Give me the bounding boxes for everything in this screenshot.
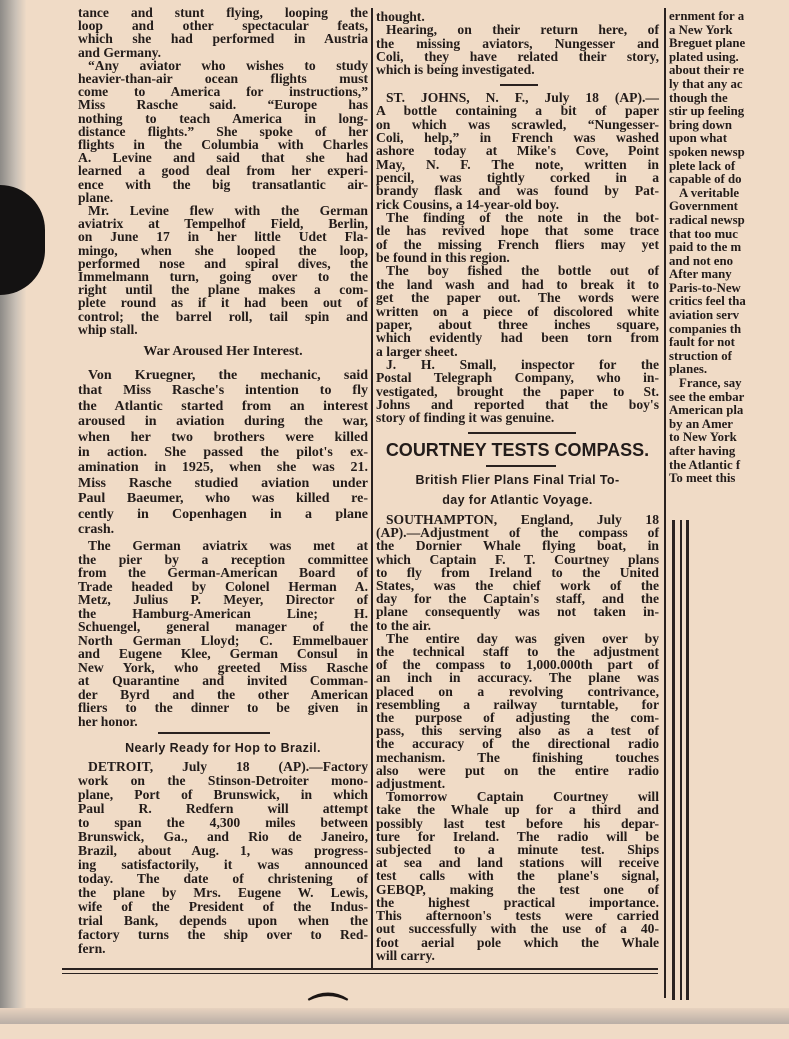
column-rule — [672, 520, 675, 1000]
text-line: radical newsp — [669, 212, 745, 227]
text-line: crash. — [78, 522, 115, 538]
text-line: heavier-than-air ocean flights must — [78, 71, 368, 87]
text-line: Tomorrow Captain Courtney will — [386, 789, 659, 805]
text-line: control; the barrel roll, tail spin and — [78, 308, 368, 324]
scan-left-edge — [0, 0, 26, 1024]
text-line: the Dornier Whale flying boat, in — [376, 538, 659, 554]
text-line: France, say — [679, 376, 742, 391]
article-southampton — [376, 513, 659, 962]
text-line: Miss Rasche said. “Europe has — [78, 97, 368, 113]
text-line: spoken newsp — [669, 144, 745, 159]
text-line: wife of the President of the Indus- — [78, 899, 368, 914]
text-line: at sea and land stations will receive — [376, 855, 659, 871]
text-line: plete lack of — [669, 158, 736, 173]
text-line: plane. — [78, 189, 114, 205]
text-line: on which was scrawled, “Nungesser- — [376, 116, 659, 132]
text-line: of the missing French fliers may yet — [376, 236, 659, 252]
text-line: Immelmann turn, going over to the — [78, 269, 368, 285]
divider — [468, 432, 576, 434]
text-line: Johns and reported that the boy's — [376, 396, 659, 412]
text-line: ernment for a — [669, 9, 745, 23]
text-line: Schuengel, general manager of the — [78, 619, 368, 634]
text-line: mechanism. The finishing touches — [376, 749, 659, 765]
text-line: A veritable — [679, 185, 740, 200]
text-line: Breguet plane — [669, 36, 746, 51]
text-line: which evidently had been torn from — [376, 330, 659, 346]
divider — [500, 84, 538, 86]
text-line: tle has revived hope that some trace — [376, 223, 659, 239]
subheadline-line-2: day for Atlantic Voyage. — [442, 493, 593, 507]
text-line: ing satisfactorily, it was announced — [78, 857, 368, 872]
text-line: This afternoon's tests were carried — [376, 908, 659, 924]
text-line: resembling a railway turntable, for — [376, 696, 659, 712]
text-line: the technical staff to the adjustment — [376, 644, 659, 660]
article-rasche-continued — [78, 6, 368, 336]
text-line: written on a piece of discolored white — [376, 303, 659, 319]
text-line: loop and other spectacular feats, — [78, 18, 368, 34]
text-line: nothing to teach America in long- — [78, 110, 368, 126]
text-line: Paul R. Redfern will attempt — [78, 801, 368, 816]
text-line: after having — [669, 444, 736, 458]
text-line: in action. She passed the pilot's ex- — [78, 445, 368, 461]
text-line: story of finding it was genuine. — [376, 410, 555, 426]
text-line: New York, who greeted Miss Rasche — [78, 659, 368, 675]
text-line: fliers to the dinner to be given in — [78, 700, 368, 715]
text-line: which she had performed in Austria — [78, 31, 368, 47]
text-line: Miss Rasche studied aviation under — [78, 475, 368, 491]
text-line: capable of do — [669, 172, 742, 187]
text-line: pass, this serving also as a test of — [376, 723, 659, 739]
text-line: subjected to a minute test. Ships — [376, 842, 659, 858]
subheading-war-aroused: War Aroused Her Interest. — [143, 344, 303, 359]
text-line: right until the plane makes a com- — [78, 282, 368, 298]
text-line: performed nose and spiral dives, the — [78, 255, 368, 271]
text-line: paper, about three inches square, — [376, 316, 659, 332]
text-line: (AP).—Adjustment of the compass of — [376, 525, 659, 541]
text-line: North German Lloyd; C. Emmelbauer — [78, 632, 368, 648]
text-line: fault for not — [669, 335, 735, 350]
text-line: mingo, when she looped the loop, — [78, 242, 368, 258]
text-line: ence with the big transatlantic air- — [78, 176, 368, 192]
text-line: rick Cousins, a 14-year-old boy. — [376, 196, 560, 212]
article-france-fragment — [669, 10, 781, 486]
text-line: will carry. — [376, 947, 435, 963]
text-line: foot aerial pole which the Whale — [376, 934, 659, 950]
text-line: the plane by Mrs. Eugene W. Lewis, — [78, 885, 368, 900]
text-line: flights in the Columbia with Charles — [78, 137, 368, 153]
text-line: learned a good deal from her experi- — [78, 163, 368, 179]
text-line: on June 17 in her little Udet Fla- — [78, 229, 368, 245]
text-line: paid to the m — [669, 240, 742, 255]
text-line: the Hamburg-American Line; H. — [78, 605, 368, 621]
punch-hole — [0, 185, 45, 295]
column-rule — [371, 8, 373, 968]
text-line: which Captain F. T. Courtney plans — [376, 551, 659, 567]
text-line: A bottle containing a bit of paper — [376, 103, 659, 119]
article-nungesser-continued — [376, 10, 659, 76]
paragraph-reception — [78, 539, 368, 728]
text-line: get the paper out. The words were — [376, 290, 659, 306]
text-line: aviation serv — [669, 308, 740, 323]
text-line: though the — [669, 90, 728, 105]
text-line: Paris-to-New — [669, 280, 741, 295]
text-line: which is being investigated. — [376, 62, 535, 78]
text-line: the accuracy of the directional radio — [376, 736, 659, 752]
text-line: cently in Copenhagen in a plane — [78, 506, 368, 522]
text-line: from the German-American Board of — [78, 565, 368, 580]
divider — [158, 732, 270, 734]
scan-bottom-edge — [0, 1008, 789, 1024]
subheadline-line-1: British Flier Plans Final Trial To- — [415, 473, 620, 487]
text-line: to New York — [669, 430, 737, 445]
column-3 — [669, 0, 781, 500]
text-line: The finding of the note in the bot- — [386, 210, 659, 226]
text-line: placed on a revolving contrivance, — [376, 683, 659, 699]
text-line: to span the 4,300 miles between — [78, 815, 368, 830]
text-line: Coli, help,” in French was washed — [376, 130, 659, 146]
text-line: plane consequently was not taken in- — [376, 604, 659, 620]
text-line: After many — [669, 267, 732, 282]
article-redfern — [78, 760, 368, 956]
text-line: at Quarantine and invited Comman- — [78, 673, 368, 688]
text-line: plete round as if it had been out of — [78, 295, 368, 311]
double-rule — [62, 968, 658, 970]
text-line: ture for Ireland. The radio will be — [376, 828, 659, 844]
text-line: Brazil, about Aug. 1, was progress- — [78, 843, 368, 858]
text-line: distance flights.” She spoke of her — [78, 123, 368, 139]
text-line: about their re — [669, 63, 744, 78]
text-line: that Miss Rasche's intention to fly — [78, 383, 368, 399]
text-line: come to America for instructions,” — [78, 84, 368, 100]
text-line: critics feel tha — [669, 294, 746, 309]
text-line: take the Whale up for a third and — [376, 802, 659, 818]
column-1 — [78, 0, 368, 1000]
text-line: der Byrd and the other American — [78, 686, 368, 702]
text-line: and not eno — [669, 253, 734, 268]
ink-mark: ⌒ — [308, 991, 348, 1036]
text-line: tance and stunt flying, looping the — [78, 5, 368, 20]
text-line: companies th — [669, 321, 742, 336]
text-line: work on the Stinson-Detroiter mono- — [78, 773, 368, 788]
text-line: pencil, was tightly corked in a — [376, 170, 659, 186]
divider — [486, 465, 556, 467]
text-line: also were put on the entire radio — [376, 762, 659, 778]
headline-courtney: COURTNEY TESTS COMPASS. — [385, 440, 650, 460]
text-line: Government — [669, 199, 738, 214]
text-line: be found in this region. — [376, 250, 510, 266]
text-line: of the compass to 1,000.000th part of — [376, 657, 659, 673]
text-line: vestigated, brought the paper to St. — [376, 383, 659, 399]
text-line: the Atlantic f — [669, 457, 741, 472]
text-line: day for the Captain's staff, and the — [376, 591, 659, 607]
text-line: thought. — [376, 9, 425, 24]
text-line: The entire day was given over by — [386, 630, 659, 646]
text-line: May, N. F. The note, written in — [376, 156, 659, 172]
text-line: Mr. Levine flew with the German — [88, 203, 368, 219]
text-line: ashore today at Mike's Cove, Point — [376, 143, 659, 159]
text-line: amination in 1925, when she was 21. — [78, 460, 368, 476]
text-line: Coli, they have related their story, — [376, 48, 659, 64]
column-rule — [664, 8, 666, 998]
text-line: ly that any ac — [669, 76, 743, 91]
text-line: upon what — [669, 131, 727, 146]
text-line: factory turns the ship over to Red- — [78, 927, 368, 942]
text-line: A. Levine and said that she had — [78, 150, 368, 166]
text-line: Postal Telegraph Company, who in- — [376, 370, 659, 386]
text-line: stir up feeling — [669, 104, 745, 119]
text-line: “Any aviator who wishes to study — [88, 57, 368, 73]
text-line: bring down — [669, 117, 732, 132]
text-line: her honor. — [78, 713, 138, 729]
text-line: out successfully with the use of a 40- — [376, 921, 659, 937]
text-line: American pla — [669, 403, 744, 418]
paragraph-von-kruegner — [78, 368, 368, 537]
text-line: J. H. Small, inspector for the — [386, 356, 659, 372]
text-line: planes. — [669, 362, 708, 377]
text-line: whip stall. — [78, 321, 138, 337]
text-line: GEBQP, making the test one of — [376, 881, 659, 897]
text-line: Hearing, on their return here, of — [386, 22, 659, 38]
text-line: The boy fished the bottle out of — [386, 263, 659, 279]
text-line: trial Bank, depends upon when the — [78, 913, 368, 928]
article-st-johns — [376, 91, 659, 425]
text-line: and Eugene Klee, German Consul in — [78, 646, 368, 661]
text-line: fern. — [78, 941, 106, 956]
text-line: the missing aviators, Nungesser and — [376, 35, 659, 51]
text-line: a New York — [669, 22, 733, 37]
text-line: ST. JOHNS, N. F., July 18 (AP).— — [386, 90, 659, 105]
text-line: possibly last test before his depar- — [376, 815, 659, 831]
text-line: the Atlantic started from an interest — [78, 398, 368, 414]
text-line: that too muc — [669, 226, 738, 241]
text-line: today. The date of christening of — [78, 871, 368, 886]
text-line: the pier by a reception committee — [78, 551, 368, 567]
text-line: an inch in accuracy. The plane was — [376, 670, 659, 686]
text-line: adjustment. — [376, 776, 446, 792]
subheading-brazil: Nearly Ready for Hop to Brazil. — [125, 741, 321, 755]
text-line: Von Kruegner, the mechanic, said — [88, 368, 368, 383]
text-line: see the embar — [669, 389, 745, 404]
text-line: Metz, Julius P. Meyer, Director of — [78, 592, 368, 607]
text-line: DETROIT, July 18 (AP).—Factory — [88, 759, 368, 774]
column-rule — [680, 520, 682, 1000]
text-line: to the air. — [376, 617, 431, 633]
text-line: The German aviatrix was met at — [88, 538, 368, 553]
text-line: plane, Port of Brunswick, in which — [78, 787, 368, 802]
text-line: a larger sheet. — [376, 343, 458, 359]
text-line: the purpose of adjusting the com- — [376, 710, 659, 726]
text-line: and Germany. — [78, 44, 162, 60]
text-line: plated using. — [669, 49, 739, 64]
double-rule — [62, 973, 658, 974]
column-rule — [686, 520, 689, 1000]
text-line: aviatrix at Tempelhof Field, Berlin, — [78, 216, 368, 232]
text-line: struction of — [669, 348, 732, 363]
text-line: brandy flask and was found by Pat- — [376, 183, 659, 199]
text-line: Paul Baeumer, who was killed re- — [78, 491, 368, 507]
text-line: Brunswick, Ga., and Rio de Janeiro, — [78, 829, 368, 844]
text-line: the highest practical importance. — [376, 894, 659, 910]
column-2 — [376, 0, 659, 1000]
text-line: test calls with the plane's signal, — [376, 868, 659, 884]
text-line: to fly from Ireland to the United — [376, 564, 659, 580]
text-line: when her two brothers were killed — [78, 429, 368, 445]
text-line: To meet this — [669, 471, 736, 486]
text-line: Trade headed by Colonel Herman A. — [78, 578, 368, 594]
text-line: by an Amer — [669, 416, 733, 431]
text-line: aroused in aviation during the war, — [78, 414, 368, 430]
text-line: SOUTHAMPTON, England, July 18 — [386, 512, 659, 527]
text-line: States, was the chief work of the — [376, 578, 659, 594]
text-line: the land wash and had to break it to — [376, 276, 659, 292]
